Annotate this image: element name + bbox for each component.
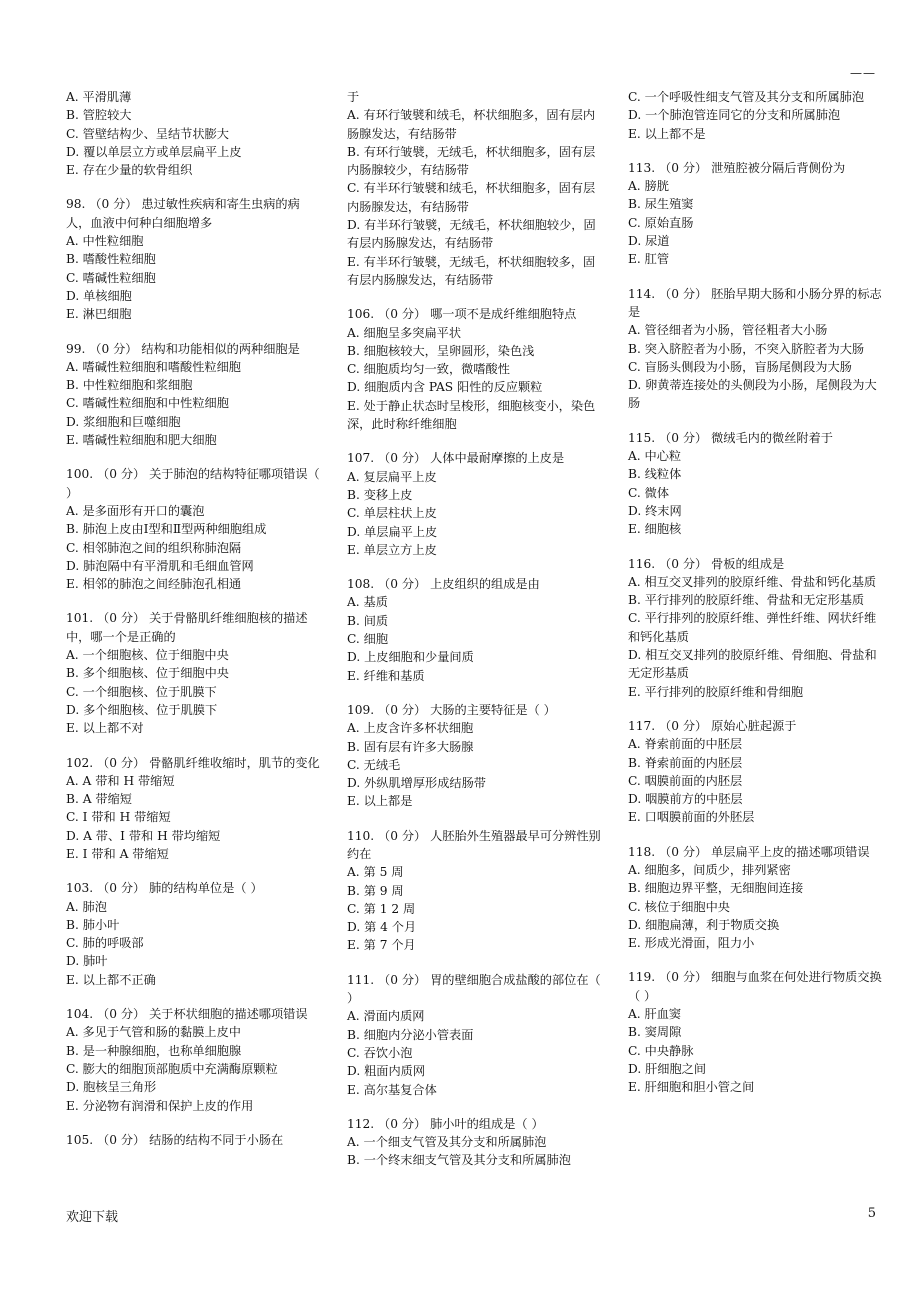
question-block	[628, 968, 883, 1096]
answer-option: A. 一个细胞核、位于细胞中央	[66, 648, 229, 663]
question-block	[347, 305, 602, 433]
answer-option: B. 脊索前面的内胚层	[628, 755, 743, 770]
answer-option: E. 淋巴细胞	[66, 307, 132, 322]
answer-option: E. 有半环行皱襞，无绒毛，杯状细胞较多，固有层内肠腺发达，有结肠带	[347, 254, 596, 287]
answer-option: D. 胞核呈三角形	[66, 1080, 157, 1095]
answer-option: E. 以上都不正确	[66, 972, 156, 987]
answer-option: A. 滑面内质网	[347, 1009, 425, 1024]
answer-option: D. 多个细胞核、位于肌膜下	[66, 702, 218, 717]
answer-option: A. 基质	[347, 595, 388, 610]
answer-option: D. 单层扁平上皮	[347, 524, 438, 539]
answer-option: C. 原始直肠	[628, 215, 694, 230]
question-block	[347, 449, 602, 559]
answer-option: A. 膀胱	[628, 179, 669, 194]
column-3	[628, 88, 883, 1113]
answer-option: B. 突入脐腔者为小肠，不突入脐腔者为大肠	[628, 341, 865, 356]
question-block	[347, 88, 602, 289]
answer-option: D. 粗面内质网	[347, 1064, 426, 1079]
answer-option: C. 一个呼吸性细支气管及其分支和所属肺泡	[628, 90, 865, 104]
answer-option: B. 有环行皱襞，无绒毛，杯状细胞多，固有层内肠腺较少，有结肠带	[347, 144, 596, 178]
answer-option: C. 肺的呼吸部	[66, 936, 144, 951]
question-stem: 101. （0 分） 关于骨骼肌纤维细胞核的描述中，哪一个是正确的	[66, 611, 308, 644]
answer-option: C. 细胞质均匀一致，微嗜酸性	[347, 362, 510, 377]
answer-option: B. 多个细胞核、位于细胞中央	[66, 666, 229, 681]
question-stem: 109. （0 分） 大肠的主要特征是（ ）	[347, 702, 556, 717]
answer-option: E. 第 7 个月	[347, 938, 416, 953]
answer-option: E. 口咽膜前面的外胚层	[628, 810, 755, 825]
question-stem: 118. （0 分） 单层扁平上皮的描述哪项错误	[628, 844, 870, 859]
question-stem: 113. （0 分） 泄殖腔被分隔后背侧份为	[628, 160, 846, 175]
answer-option: D. 相互交叉排列的胶原纤维、骨细胞、骨盐和无定形基质	[628, 648, 877, 681]
answer-option: D. 卵黄蒂连接处的头侧段为小肠，尾侧段为大肠	[628, 378, 877, 411]
answer-option: A. 管径细者为小肠，管径粗者大小肠	[628, 323, 828, 338]
answer-option: C. 咽膜前面的内胚层	[628, 773, 743, 788]
question-stem: 98. （0 分） 患过敏性疾病和寄生虫病的病人，血液中何种白细胞增多	[66, 197, 300, 230]
answer-option: A. 平滑肌薄	[66, 90, 132, 104]
question-block	[628, 429, 883, 539]
answer-option: D. 有半环行皱襞，无绒毛，杯状细胞较少，固有层内肠腺发达，有结肠带	[347, 218, 596, 251]
answer-option: D. 单核细胞	[66, 288, 132, 303]
question-stem: 115. （0 分） 微绒毛内的微丝附着于	[628, 430, 833, 445]
question-stem: 110. （0 分） 人胚胎外生殖器最早可分辨性别约在	[347, 828, 601, 861]
question-stem: 119. （0 分） 细胞与血浆在何处进行物质交换（ ）	[628, 970, 882, 1003]
answer-option: E. 形成光滑面，阻力小	[628, 936, 755, 951]
question-stem: 104. （0 分） 关于杯状细胞的描述哪项错误	[66, 1007, 308, 1022]
answer-option: A. 是多面形有开口的囊泡	[66, 503, 205, 518]
question-stem: 117. （0 分） 原始心脏起源于	[628, 718, 797, 733]
answer-option: D. 肺叶	[66, 954, 108, 969]
answer-option: C. 吞饮小泡	[347, 1045, 413, 1060]
question-block	[628, 717, 883, 827]
answer-option: E. 细胞核	[628, 522, 682, 537]
question-block	[347, 971, 602, 1099]
answer-option: B. 肺小叶	[66, 917, 120, 932]
answer-option: A. 一个细支气管及其分支和所属肺泡	[347, 1135, 547, 1150]
answer-option: A. 上皮含许多杯状细胞	[347, 721, 474, 736]
question-stem: 106. （0 分） 哪一项不是成纤维细胞特点	[347, 307, 577, 322]
answer-option: D. 肺泡隔中有平滑肌和毛细血管网	[66, 558, 254, 573]
answer-option: A. 中心粒	[628, 449, 682, 464]
question-block	[347, 701, 602, 811]
question-block	[66, 754, 321, 864]
answer-option: C. 一个细胞核、位于肌膜下	[66, 684, 217, 699]
question-block	[628, 843, 883, 953]
column-2	[347, 88, 602, 1186]
question-stem: 107. （0 分） 人体中最耐摩擦的上皮是	[347, 451, 565, 466]
answer-option: A. 细胞呈多突扁平状	[347, 325, 462, 340]
answer-option: E. 高尔基复合体	[347, 1082, 437, 1097]
question-block	[347, 1115, 602, 1170]
answer-option: D. A 带、I 带和 H 带均缩短	[66, 828, 221, 843]
answer-option: A. 肝血窦	[628, 1007, 682, 1022]
answer-option: E. 单层立方上皮	[347, 542, 437, 557]
answer-option: C. 平行排列的胶原纤维、弹性纤维、网状纤维和钙化基质	[628, 611, 877, 644]
answer-option: E. 以上都不对	[66, 721, 144, 736]
question-block	[66, 340, 321, 450]
answer-option: D. 肝细胞之间	[628, 1061, 707, 1076]
answer-option: D. 细胞质内含 PAS 阳性的反应颗粒	[347, 380, 543, 395]
answer-option: B. 管腔较大	[66, 108, 132, 123]
answer-option: C. 无绒毛	[347, 757, 401, 772]
answer-option: B. 固有层有许多大肠腺	[347, 739, 474, 754]
answer-option: E. I 带和 A 带缩短	[66, 846, 169, 861]
answer-option: B. 细胞边界平整，无细胞间连接	[628, 881, 804, 896]
answer-option: D. 浆细胞和巨噬细胞	[66, 414, 181, 429]
answer-option: B. 变移上皮	[347, 487, 413, 502]
answer-option: C. 有半环行皱襞和绒毛，杯状细胞多，固有层内肠腺发达，有结肠带	[347, 181, 596, 214]
answer-option: B. 细胞核较大，呈卵圆形，染色浅	[347, 343, 535, 358]
question-block	[66, 609, 321, 737]
answer-option: E. 肝细胞和胆小管之间	[628, 1080, 755, 1095]
answer-option: D. 第 4 个月	[347, 920, 417, 935]
answer-option: E. 以上都是	[347, 794, 413, 809]
question-block	[347, 827, 602, 955]
question-block	[628, 159, 883, 269]
answer-option: A. 第 5 周	[347, 865, 404, 880]
question-stem: 99. （0 分） 结构和功能相似的两种细胞是	[66, 341, 300, 356]
answer-option: B. 线粒体	[628, 467, 682, 482]
question-block	[66, 195, 321, 323]
question-block	[66, 465, 321, 593]
page-number: 5	[867, 1206, 876, 1221]
question-stem: 111. （0 分） 胃的壁细胞合成盐酸的部位在（ ）	[347, 972, 601, 1006]
answer-option: A. 多见于气管和肠的黏膜上皮中	[66, 1025, 241, 1040]
answer-option: C. 第 1 2 周	[347, 901, 416, 916]
answer-option: D. 终末网	[628, 503, 682, 518]
question-block	[628, 555, 883, 701]
answer-option: C. 微体	[628, 485, 670, 500]
answer-option: D. 细胞扁薄，利于物质交换	[628, 917, 780, 932]
answer-option: C. 膨大的细胞顶部胞质中充满酶原颗粒	[66, 1061, 278, 1076]
answer-option: A. A 带和 H 带缩短	[66, 773, 175, 788]
answer-option: E. 肛管	[628, 252, 670, 267]
answer-option: E. 存在少量的软骨组织	[66, 163, 193, 178]
answer-option: B. 平行排列的胶原纤维、骨盐和无定形基质	[628, 593, 865, 608]
answer-option: B. 嗜酸性粒细胞	[66, 252, 156, 267]
question-block	[628, 88, 883, 143]
question-stem: 112. （0 分） 肺小叶的组成是（ ）	[347, 1116, 544, 1131]
answer-option: E. 处于静止状态时呈梭形，细胞核变小，染色深，此时称纤维细胞	[347, 398, 596, 432]
answer-option: B. 肺泡上皮由Ⅰ型和Ⅱ型两种细胞组成	[66, 522, 267, 537]
footer-download-text: 欢迎下载	[66, 1210, 119, 1225]
answer-option: C. 盲肠头侧段为小肠，盲肠尾侧段为大肠	[628, 359, 852, 374]
answer-option: D. 外纵肌增厚形成结肠带	[347, 776, 486, 791]
answer-option: B. 第 9 周	[347, 883, 404, 898]
question-block	[66, 1131, 321, 1149]
answer-option: C. 核位于细胞中央	[628, 899, 730, 914]
header-mark: ——	[850, 66, 876, 80]
question-block	[66, 879, 321, 989]
question-block	[66, 1005, 321, 1115]
column-1	[66, 88, 321, 1165]
question-stem: 114. （0 分） 胚胎早期大肠和小肠分界的标志是	[628, 286, 882, 319]
answer-option: D. 咽膜前方的中胚层	[628, 792, 743, 807]
answer-option: B. 尿生殖窦	[628, 197, 694, 212]
question-stem: 102. （0 分） 骨骼肌纤维收缩时，肌节的变化	[66, 755, 320, 770]
answer-option: D. 覆以单层立方或单层扁平上皮	[66, 144, 242, 159]
answer-option: A. 有环行皱襞和绒毛，杯状细胞多，固有层内肠腺发达，有结肠带	[347, 108, 596, 141]
answer-option: B. 一个终末细支气管及其分支和所属肺泡	[347, 1153, 571, 1168]
question-stem: 100. （0 分） 关于肺泡的结构特征哪项错误（ ）	[66, 467, 320, 500]
answer-option: A. 嗜碱性粒细胞和嗜酸性粒细胞	[66, 359, 241, 374]
answer-option: E. 分泌物有润滑和保护上皮的作用	[66, 1098, 254, 1113]
question-stem: 108. （0 分） 上皮组织的组成是由	[347, 577, 540, 592]
answer-option: E. 平行排列的胶原纤维和骨细胞	[628, 684, 804, 699]
question-block	[628, 285, 883, 413]
answer-option: C. 单层柱状上皮	[347, 506, 437, 521]
answer-option: E. 嗜碱性粒细胞和肥大细胞	[66, 433, 217, 448]
answer-option: E. 相邻的肺泡之间经肺泡孔相通	[66, 577, 242, 592]
answer-option: B. 窦周隙	[628, 1025, 682, 1040]
answer-option: B. 是一种腺细胞，也称单细胞腺	[66, 1043, 242, 1058]
question-stem: 116. （0 分） 骨板的组成是	[628, 556, 785, 571]
answer-option: B. 细胞内分泌小管表面	[347, 1027, 474, 1042]
answer-option: D. 一个肺泡管连同它的分支和所属肺泡	[628, 108, 841, 123]
answer-option: B. 中性粒细胞和浆细胞	[66, 378, 193, 393]
answer-option: B. 间质	[347, 613, 389, 628]
question-stem: 103. （0 分） 肺的结构单位是（ ）	[66, 881, 263, 896]
answer-option: E. 纤维和基质	[347, 668, 425, 683]
question-stem: 105. （0 分） 结肠的结构不同于小肠在	[66, 1132, 284, 1147]
answer-option: A. 复层扁平上皮	[347, 469, 437, 484]
answer-option: C. 管壁结构少、呈结节状膨大	[66, 126, 229, 141]
answer-option: A. 细胞多，间质少，排列紧密	[628, 862, 791, 877]
answer-option: C. 细胞	[347, 632, 389, 647]
answer-option: C. I 带和 H 带缩短	[66, 810, 171, 825]
answer-option: E. 以上都不是	[628, 126, 706, 141]
answer-option: A. 肺泡	[66, 899, 107, 914]
answer-option: B. A 带缩短	[66, 792, 132, 807]
answer-option: D. 尿道	[628, 234, 670, 249]
answer-option: C. 相邻肺泡之间的组织称肺泡隔	[66, 540, 242, 555]
question-block	[347, 575, 602, 685]
answer-option: A. 脊索前面的中胚层	[628, 737, 743, 752]
answer-option: A. 中性粒细胞	[66, 234, 144, 249]
answer-option: A. 相互交叉排列的胶原纤维、骨盐和钙化基质	[628, 574, 877, 589]
answer-option: C. 嗜碱性粒细胞	[66, 270, 156, 285]
question-block	[66, 88, 321, 179]
answer-option: C. 中央静脉	[628, 1043, 694, 1058]
answer-option: C. 嗜碱性粒细胞和中性粒细胞	[66, 396, 229, 411]
answer-option: 于	[347, 90, 360, 104]
answer-option: D. 上皮细胞和少量间质	[347, 650, 474, 665]
